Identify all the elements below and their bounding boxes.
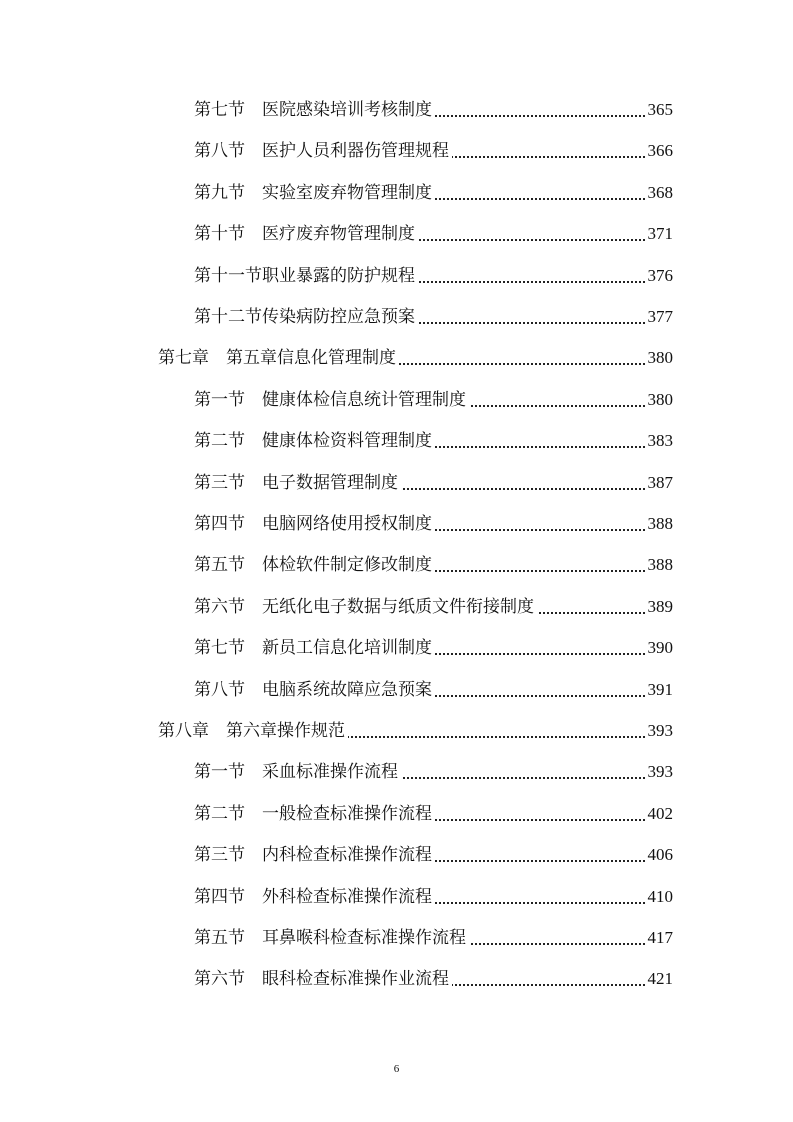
toc-entry-title: 一般检查标准操作流程 <box>262 799 435 829</box>
toc-entry-number: 第五节 <box>194 928 245 948</box>
toc-section-entry <box>0 799 793 829</box>
toc-entry-number: 第十节 <box>194 224 245 244</box>
toc-entry-number: 第三节 <box>194 845 245 865</box>
toc-entry-title: 体检软件制定修改制度 <box>262 550 435 580</box>
toc-entry-title: 健康体检信息统计管理制度 <box>262 385 469 415</box>
toc-entry-page: 389 <box>645 592 674 622</box>
toc-section-entry <box>0 136 793 166</box>
toc-entry-page: 366 <box>645 136 674 166</box>
toc-entry-number: 第一节 <box>194 762 245 782</box>
toc-entry-page: 393 <box>645 716 674 746</box>
page-number: 6 <box>393 1063 400 1075</box>
toc-entry-title: 职业暴露的防护规程 <box>262 261 418 291</box>
toc-section-entry <box>0 302 793 332</box>
toc-section-entry <box>0 592 793 622</box>
toc-entry-page: 388 <box>645 550 674 580</box>
toc-entry-number: 第三节 <box>194 473 245 493</box>
toc-entry-number: 第二节 <box>194 431 245 451</box>
toc-section-entry <box>0 468 793 498</box>
toc-entry-page: 380 <box>645 343 674 373</box>
toc-entry-page: 388 <box>645 509 674 539</box>
toc-entry-number: 第一节 <box>194 390 245 410</box>
toc-entry-number: 第十一节 <box>194 266 262 286</box>
toc-entry-title: 电子数据管理制度 <box>262 468 401 498</box>
toc-section-entry <box>0 757 793 787</box>
toc-section-entry <box>0 840 793 870</box>
toc-entry-page: 377 <box>645 302 674 332</box>
toc-entry-number: 第六节 <box>194 597 245 617</box>
toc-entry-title: 耳鼻喉科检查标准操作流程 <box>262 923 469 953</box>
toc-entry-page: 417 <box>645 923 674 953</box>
toc-entry-title: 医护人员利器伤管理规程 <box>262 136 452 166</box>
toc-entry-title: 外科检查标准操作流程 <box>262 882 435 912</box>
toc-entry-page: 371 <box>645 219 674 249</box>
toc-entry-page: 376 <box>645 261 674 291</box>
toc-section-entry <box>0 426 793 456</box>
toc-entry-number: 第十二节 <box>194 307 262 327</box>
toc-entry-number: 第八章 <box>158 721 209 741</box>
toc-section-entry <box>0 509 793 539</box>
toc-entry-title: 眼科检查标准操作业流程 <box>262 964 452 994</box>
toc-chapter-entry <box>0 343 793 373</box>
toc-section-entry <box>0 95 793 125</box>
toc-entry-page: 421 <box>645 964 674 994</box>
toc-entry-title: 实验室废弃物管理制度 <box>262 178 435 208</box>
toc-entry-number: 第七节 <box>194 638 245 658</box>
toc-entry-title: 无纸化电子数据与纸质文件衔接制度 <box>262 592 537 622</box>
toc-entry-title: 电脑系统故障应急预案 <box>262 675 435 705</box>
toc-section-entry <box>0 964 793 994</box>
toc-entry-page: 365 <box>645 95 674 125</box>
toc-section-entry <box>0 385 793 415</box>
toc-entry-page: 406 <box>645 840 674 870</box>
toc-entry-title: 传染病防控应急预案 <box>262 302 418 332</box>
toc-chapter-entry <box>0 716 793 746</box>
toc-section-entry <box>0 882 793 912</box>
toc-entry-number: 第五节 <box>194 555 245 575</box>
toc-entry-number: 第六节 <box>194 969 245 989</box>
toc-section-entry <box>0 219 793 249</box>
toc-entry-number: 第八节 <box>194 141 245 161</box>
toc-entry-page: 393 <box>645 757 674 787</box>
toc-entry-title: 第五章信息化管理制度 <box>226 343 399 373</box>
toc-entry-page: 368 <box>645 178 674 208</box>
toc-section-entry <box>0 550 793 580</box>
toc-entry-number: 第七节 <box>194 100 245 120</box>
toc-entry-page: 380 <box>645 385 674 415</box>
toc-entry-page: 383 <box>645 426 674 456</box>
toc-entry-page: 390 <box>645 633 674 663</box>
toc-entry-page: 410 <box>645 882 674 912</box>
toc-entry-title: 第六章操作规范 <box>226 716 348 746</box>
toc-section-entry <box>0 923 793 953</box>
toc-entry-title: 电脑网络使用授权制度 <box>262 509 435 539</box>
toc-entry-page: 402 <box>645 799 674 829</box>
toc-entry-number: 第二节 <box>194 804 245 824</box>
toc-section-entry <box>0 261 793 291</box>
toc-section-entry <box>0 633 793 663</box>
toc-entry-title: 医疗废弃物管理制度 <box>262 219 418 249</box>
toc-entry-number: 第七章 <box>158 348 209 368</box>
toc-entry-number: 第九节 <box>194 183 245 203</box>
toc-section-entry <box>0 178 793 208</box>
toc-entry-title: 健康体检资料管理制度 <box>262 426 435 456</box>
toc-entry-number: 第八节 <box>194 680 245 700</box>
toc-entry-title: 内科检查标准操作流程 <box>262 840 435 870</box>
toc-entry-number: 第四节 <box>194 887 245 907</box>
toc-entry-page: 391 <box>645 675 674 705</box>
toc-entry-title: 新员工信息化培训制度 <box>262 633 435 663</box>
toc-entry-number: 第四节 <box>194 514 245 534</box>
toc-section-entry <box>0 675 793 705</box>
toc-entry-title: 采血标准操作流程 <box>262 757 401 787</box>
toc-entry-page: 387 <box>645 468 674 498</box>
toc-entry-title: 医院感染培训考核制度 <box>262 95 435 125</box>
